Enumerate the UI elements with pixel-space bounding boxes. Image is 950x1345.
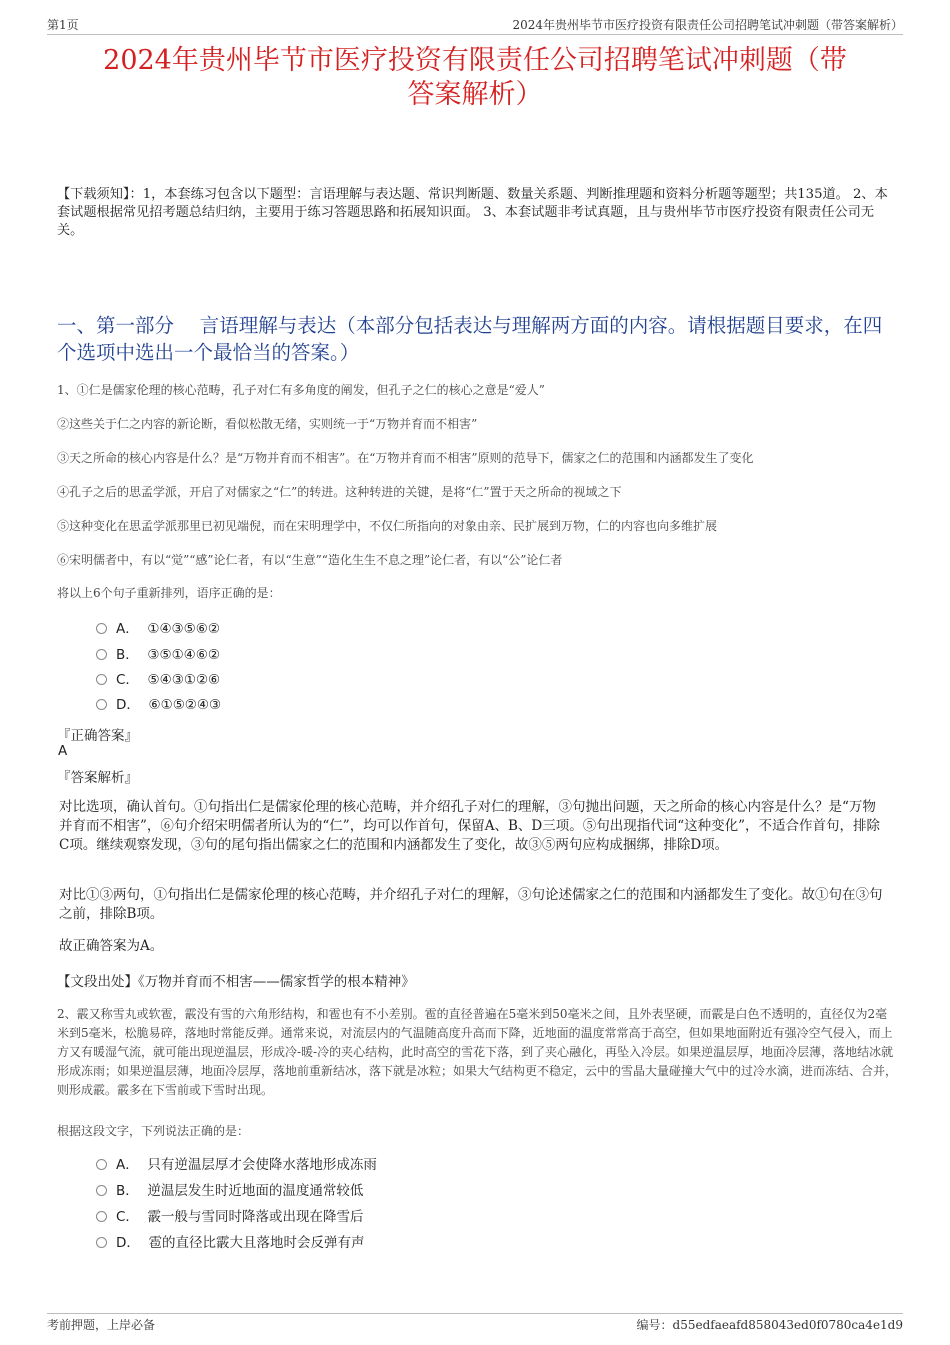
footer-serial: 编号：d55edfaeafd858043ed0f0780ca4e1d9 xyxy=(636,1318,903,1332)
page-number: 第1页 xyxy=(47,18,79,32)
option-letter: B． xyxy=(116,647,139,663)
radio-icon[interactable] xyxy=(96,623,107,634)
q2-option-c[interactable] xyxy=(96,1207,364,1227)
option-letter: C． xyxy=(116,1209,139,1225)
q2-option-b[interactable] xyxy=(96,1181,363,1201)
q1-sentence-1: 1、①仁是儒家伦理的核心范畴，孔子对仁有多角度的阐发，但孔子之仁的核心之意是“爱人” xyxy=(57,383,545,397)
download-notice: 【下载须知】：1，本套练习包含以下题型：言语理解与表达题、常识判断题、数量关系题、判断推理题和资料分析题等题型；共135道。 2、本套试题根据常见招考题总结归纳，主要用于练习答题思路和拓展知识面。 3、本套试题非考试真题，且与贵州毕节市医疗投资有限责任公司无关。 xyxy=(57,187,888,238)
q2-option-d[interactable] xyxy=(96,1233,365,1253)
q1-sentence-6: ⑥宋明儒者中，有以“觉”“感”论仁者，有以“生意”“造化生生不息之理”论仁者，有以“公”论仁者 xyxy=(57,553,563,567)
option-letter: D． xyxy=(116,697,140,713)
q1-sentence-5: ⑤这种变化在思孟学派那里已初见端倪，而在宋明理学中，不仅仁所指向的对象由亲、民扩展到万物，仁的内容也向多维扩展 xyxy=(57,519,718,533)
q1-sentence-4: ④孔子之后的思孟学派，开启了对儒家之“仁”的转进。这种转进的关键，是将“仁”置于天之所命的视域之下 xyxy=(57,485,622,499)
title-line-2: 答案解析） xyxy=(407,79,543,110)
q1-option-b[interactable] xyxy=(96,645,220,665)
option-text: 逆温层发生时近地面的温度通常较低 xyxy=(147,1183,364,1199)
q2-passage: 2、霰又称雪丸或软雹，霰没有雪的六角形结构，和雹也有不小差别。雹的直径普遍在5毫米到50毫米之间，且外表坚硬，而霰是白色不透明的，直径仅为2毫米到5毫米，松脆易碎，落地时常能反弹。通常来说，对流层内的气温随高度升高而下降，近地面的温度常常高于高空，但如果地面附近有强冷空气侵入，而上方又有暖湿气流，就可能出现逆温层，形成冷-暖-冷的夹心结构，此时高空的雪花下落，到了夹心融化，再坠入冷层。如果逆温层厚，地面冷层薄，落地结冰就形成冻雨；如果逆温层薄，地面冷层厚，落地前重新结冰，落下就是冰粒；如果大气结构更不稳定，云中的雪晶大量碰撞大气中的过冷水滴，进而冻结、合并，则形成霰。霰多在下雪前或下雪时出现。 xyxy=(57,1007,898,1097)
page-title xyxy=(40,44,910,112)
header-doc-title: 2024年贵州毕节市医疗投资有限责任公司招聘笔试冲刺题（带答案解析） xyxy=(512,18,903,32)
q2-prompt: 根据这段文字，下列说法正确的是： xyxy=(57,1124,250,1138)
footer-slogan: 考前押题，上岸必备 xyxy=(47,1318,156,1332)
radio-icon[interactable] xyxy=(96,1185,107,1196)
answer-label: 『正确答案』 xyxy=(57,728,138,744)
option-letter: A． xyxy=(116,1157,139,1173)
q1-option-d[interactable] xyxy=(96,695,221,715)
q1-option-c[interactable] xyxy=(96,670,220,690)
q1-prompt: 将以上6个句子重新排列，语序正确的是： xyxy=(57,586,281,600)
option-text: 雹的直径比霰大且落地时会反弹有声 xyxy=(148,1235,365,1251)
section-heading: 一、第一部分 言语理解与表达（本部分包括表达与理解两方面的内容。请根据题目要求，在四个选项中选出一个最恰当的答案。） xyxy=(57,314,883,364)
analysis-conclusion: 故正确答案为A。 xyxy=(59,938,164,954)
option-text: 霰一般与雪同时降落或出现在降雪后 xyxy=(147,1209,364,1225)
analysis-paragraph-2: 对比①③两句，①句指出仁是儒家伦理的核心范畴，并介绍孔子对仁的理解，③句论述儒家之仁的范围和内涵都发生了变化。故①句在③句之前，排除B项。 xyxy=(59,887,883,922)
radio-icon[interactable] xyxy=(96,674,107,685)
option-text: ③⑤①④⑥② xyxy=(147,647,220,663)
radio-icon[interactable] xyxy=(96,1211,107,1222)
radio-icon[interactable] xyxy=(96,649,107,660)
q2-option-a[interactable] xyxy=(96,1155,377,1175)
option-letter: C． xyxy=(116,672,139,688)
q1-option-a[interactable] xyxy=(96,619,220,639)
q1-sentence-2: ②这些关于仁之内容的新论断，看似松散无绪，实则统一于“万物并育而不相害” xyxy=(57,417,478,431)
title-line-1: 2024年贵州毕节市医疗投资有限责任公司招聘笔试冲刺题（带 xyxy=(103,45,847,76)
radio-icon[interactable] xyxy=(96,1159,107,1170)
q1-sentence-3: ③天之所命的核心内容是什么？是“万物并育而不相害”。在“万物并育而不相害”原则的范导下，儒家之仁的范围和内涵都发生了变化 xyxy=(57,451,754,465)
page-footer xyxy=(47,1313,903,1332)
option-letter: D． xyxy=(116,1235,140,1251)
answer-value: A xyxy=(58,743,68,759)
radio-icon[interactable] xyxy=(96,1237,107,1248)
option-text: ⑥①⑤②④③ xyxy=(148,697,222,713)
option-letter: B． xyxy=(116,1183,139,1199)
option-text: ⑤④③①②⑥ xyxy=(147,672,221,688)
analysis-paragraph-1: 对比选项，确认首句。①句指出仁是儒家伦理的核心范畴，并介绍孔子对仁的理解，③句抛出问题，天之所命的核心内容是什么？是“万物并育而不相害”，⑥句介绍宋明儒者所认为的“仁”，均可以作首句，保留A、B、D三项。⑤句出现指代词“这种变化”，不适合作首句，排除C项。继续观察发现，③句的尾句指出儒家之仁的范围和内涵都发生了变化，故③⑤两句应构成捆绑，排除D项。 xyxy=(59,799,880,853)
option-text: ①④③⑤⑥② xyxy=(147,621,220,637)
passage-source: 【文段出处】《万物并育而不相害——儒家哲学的根本精神》 xyxy=(57,974,415,990)
option-letter: A． xyxy=(116,621,139,637)
radio-icon[interactable] xyxy=(96,699,107,710)
option-text: 只有逆温层厚才会使降水落地形成冻雨 xyxy=(147,1157,377,1173)
page-header xyxy=(47,14,903,35)
analysis-label: 『答案解析』 xyxy=(57,770,138,786)
